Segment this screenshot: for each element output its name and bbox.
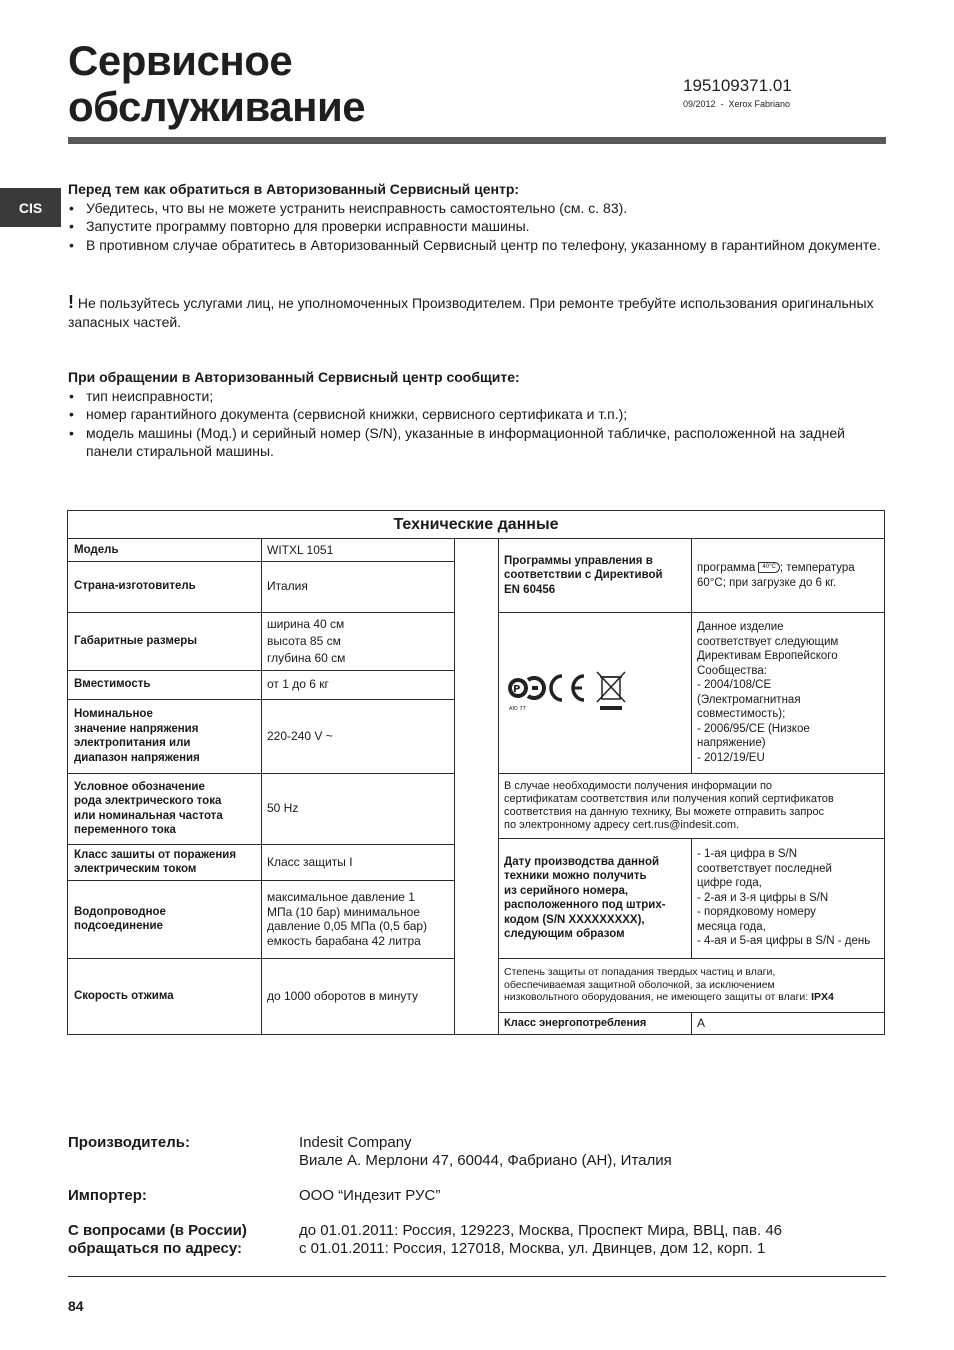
tech-label-model: Модель: [74, 543, 119, 556]
header-rule: [68, 137, 886, 144]
tech-label-spin: Скорость отжима: [74, 989, 174, 1002]
contact-label: С вопросами (в России) обращаться по адресу:: [68, 1222, 247, 1257]
list-item: • модель машины (Мод.) и серийный номер (S/N), указанные в информационной табличке, расположенной на задней панели стиральной машины.: [68, 424, 888, 461]
manufacturer-value: Indesit Company Виале А. Мерлони 47, 60044, Фабриано (АН), Италия: [299, 1134, 672, 1169]
certification-marks-icon: [504, 668, 634, 718]
tech-label-programs: Программы управления в соответствии с Директивой EN 60456: [504, 554, 663, 596]
before-contact-list: [68, 199, 888, 255]
tech-value-programs: [691, 539, 885, 612]
tech-value-directives: Данное изделие соответствует следующим Директивам Европейского Сообщества: - 2004/108/CE (Электромагнитная совместимость); - 2006/95/CE (Низкое напряжение) - 2012/19/EU: [697, 621, 839, 764]
svg-text:P: P: [513, 683, 521, 695]
tech-data-title: Технические данные: [68, 511, 884, 539]
programs-text-pre: программа: [697, 561, 756, 574]
tech-label-energy: Класс энергопотребления: [504, 1016, 647, 1029]
pct-mark-icon: [508, 678, 544, 698]
tech-ip-rating: [498, 958, 885, 1012]
ip-rating-value: IPX4: [811, 991, 834, 1004]
tech-value-model: WITXL 1051: [267, 542, 334, 557]
when-contacting-heading: При обращении в Авторизованный Сервисный центр сообщите:: [68, 369, 520, 385]
rostest-code: АЮ 77: [509, 705, 526, 712]
ce-mark-icon: [551, 676, 584, 700]
tech-value-protection-class: Класс защиты I: [267, 854, 353, 869]
tech-label-capacity: Вместимость: [74, 678, 151, 691]
list-item: • Убедитесь, что вы не можете устранить неисправность самостоятельно (см. с. 83).: [68, 199, 888, 218]
when-contacting-section: [68, 368, 888, 461]
warning-icon: !: [68, 292, 74, 312]
when-contacting-list: [68, 387, 888, 461]
importer-label: Импортер:: [68, 1187, 147, 1204]
footer-rule: [68, 1276, 886, 1277]
tech-value-voltage: 220-240 V ~: [267, 728, 333, 743]
before-contact-section: [68, 180, 888, 254]
warning-note: [68, 293, 888, 331]
title-line-1: Сервисное: [68, 37, 293, 84]
before-contact-heading: Перед тем как обратиться в Авторизованный Сервисный центр:: [68, 181, 520, 197]
tech-label-dimensions: Габаритные размеры: [74, 634, 198, 647]
temperature-badge-icon: [758, 562, 779, 573]
importer-value: ООО “Индезит РУС”: [299, 1187, 441, 1204]
language-tab: CIS: [0, 188, 61, 227]
contact-value: до 01.01.2011: Россия, 129223, Москва, Проспект Мира, ВВЦ, пав. 46 с 01.01.2011: Россия, 127018, Москва, ул. Двинцев, дом 12, корп. 1: [299, 1222, 783, 1257]
manufacturer-label: Производитель:: [68, 1134, 190, 1151]
page-title: [68, 38, 365, 130]
temperature-badge-label: 40°C: [762, 563, 776, 570]
tech-certificates-info: В случае необходимости получения информации по сертификатам соответствия или получения копий сертификатов соответствия на данную технику, Вы можете отправить запрос по электронному адресу cert.rus@indesit.com.: [504, 779, 834, 831]
page-number: 84: [68, 1298, 84, 1314]
document-date: 09/2012 - Xerox Fabriano: [683, 99, 791, 109]
weee-bin-icon: [597, 672, 625, 710]
tech-value-frequency: 50 Hz: [267, 801, 299, 816]
tech-value-country: Италия: [267, 579, 308, 594]
certification-logos: [498, 612, 691, 773]
title-line-2: обслуживание: [68, 83, 366, 130]
programs-text-post: ; температура 60°C; при загрузке до 6 кг.: [697, 561, 855, 589]
list-item: • номер гарантийного документа (сервисной книжки, сервисного сертификата и т.п.);: [68, 405, 888, 424]
tech-data-table: [67, 510, 885, 1035]
tech-value-production-date: - 1-ая цифра в S/N соответствует последней цифре года, - 2-ая и 3-я цифры в S/N - порядковому номеру месяца года, - 4-ая и 5-ая цифры в S/N - день: [697, 848, 871, 948]
tech-label-frequency: Условное обозначение рода электрического тока или номинальная частота переменного тока: [74, 780, 223, 836]
tech-value-water: максимальное давление 1 МПа (10 бар) минимальное давление 0,05 МПа (0,5 бар) емкость барабана 42 литра: [267, 890, 428, 948]
tech-label-protection-class: Класс зашиты от поражения электрическим током: [74, 848, 237, 875]
tech-label-country: Страна-изготовитель: [74, 580, 196, 593]
tech-label-water: Водопроводное подсоединение: [74, 905, 166, 932]
tech-label-production-date: Дату производства данной техники можно получить из серийного номера, расположенного под штрих- кодом (S/N XXXXXXXXX), следующим образом: [504, 855, 666, 940]
tech-value-spin: до 1000 оборотов в минуту: [267, 988, 419, 1003]
warning-text: Не пользуйтесь услугами лиц, не уполномоченных Производителем. При ремонте требуйте использования оригинальных запасных частей.: [68, 295, 874, 330]
tech-value-energy: A: [697, 1015, 706, 1030]
tech-value-capacity: от 1 до 6 кг: [267, 677, 329, 692]
tech-value-dimensions: ширина 40 см высота 85 см глубина 60 см: [267, 616, 346, 665]
document-number: 195109371.01: [683, 76, 792, 95]
list-item: • В противном случае обратитесь в Авторизованный Сервисный центр по телефону, указанному в гарантийном документе.: [68, 236, 888, 255]
list-item: • Запустите программу повторно для проверки исправности машины.: [68, 217, 888, 236]
list-item: • тип неисправности;: [68, 387, 888, 406]
tech-label-voltage: Номинальное значение напряжения электропитания или диапазон напряжения: [74, 708, 200, 764]
ip-rating-text: Степень защиты от попадания твердых частиц и влаги, обеспечиваемая защитной оболочкой, за исключением низковольтного оборудования, не имеющего защиты от влаги:: [504, 966, 809, 1004]
column-divider: [454, 539, 455, 1034]
